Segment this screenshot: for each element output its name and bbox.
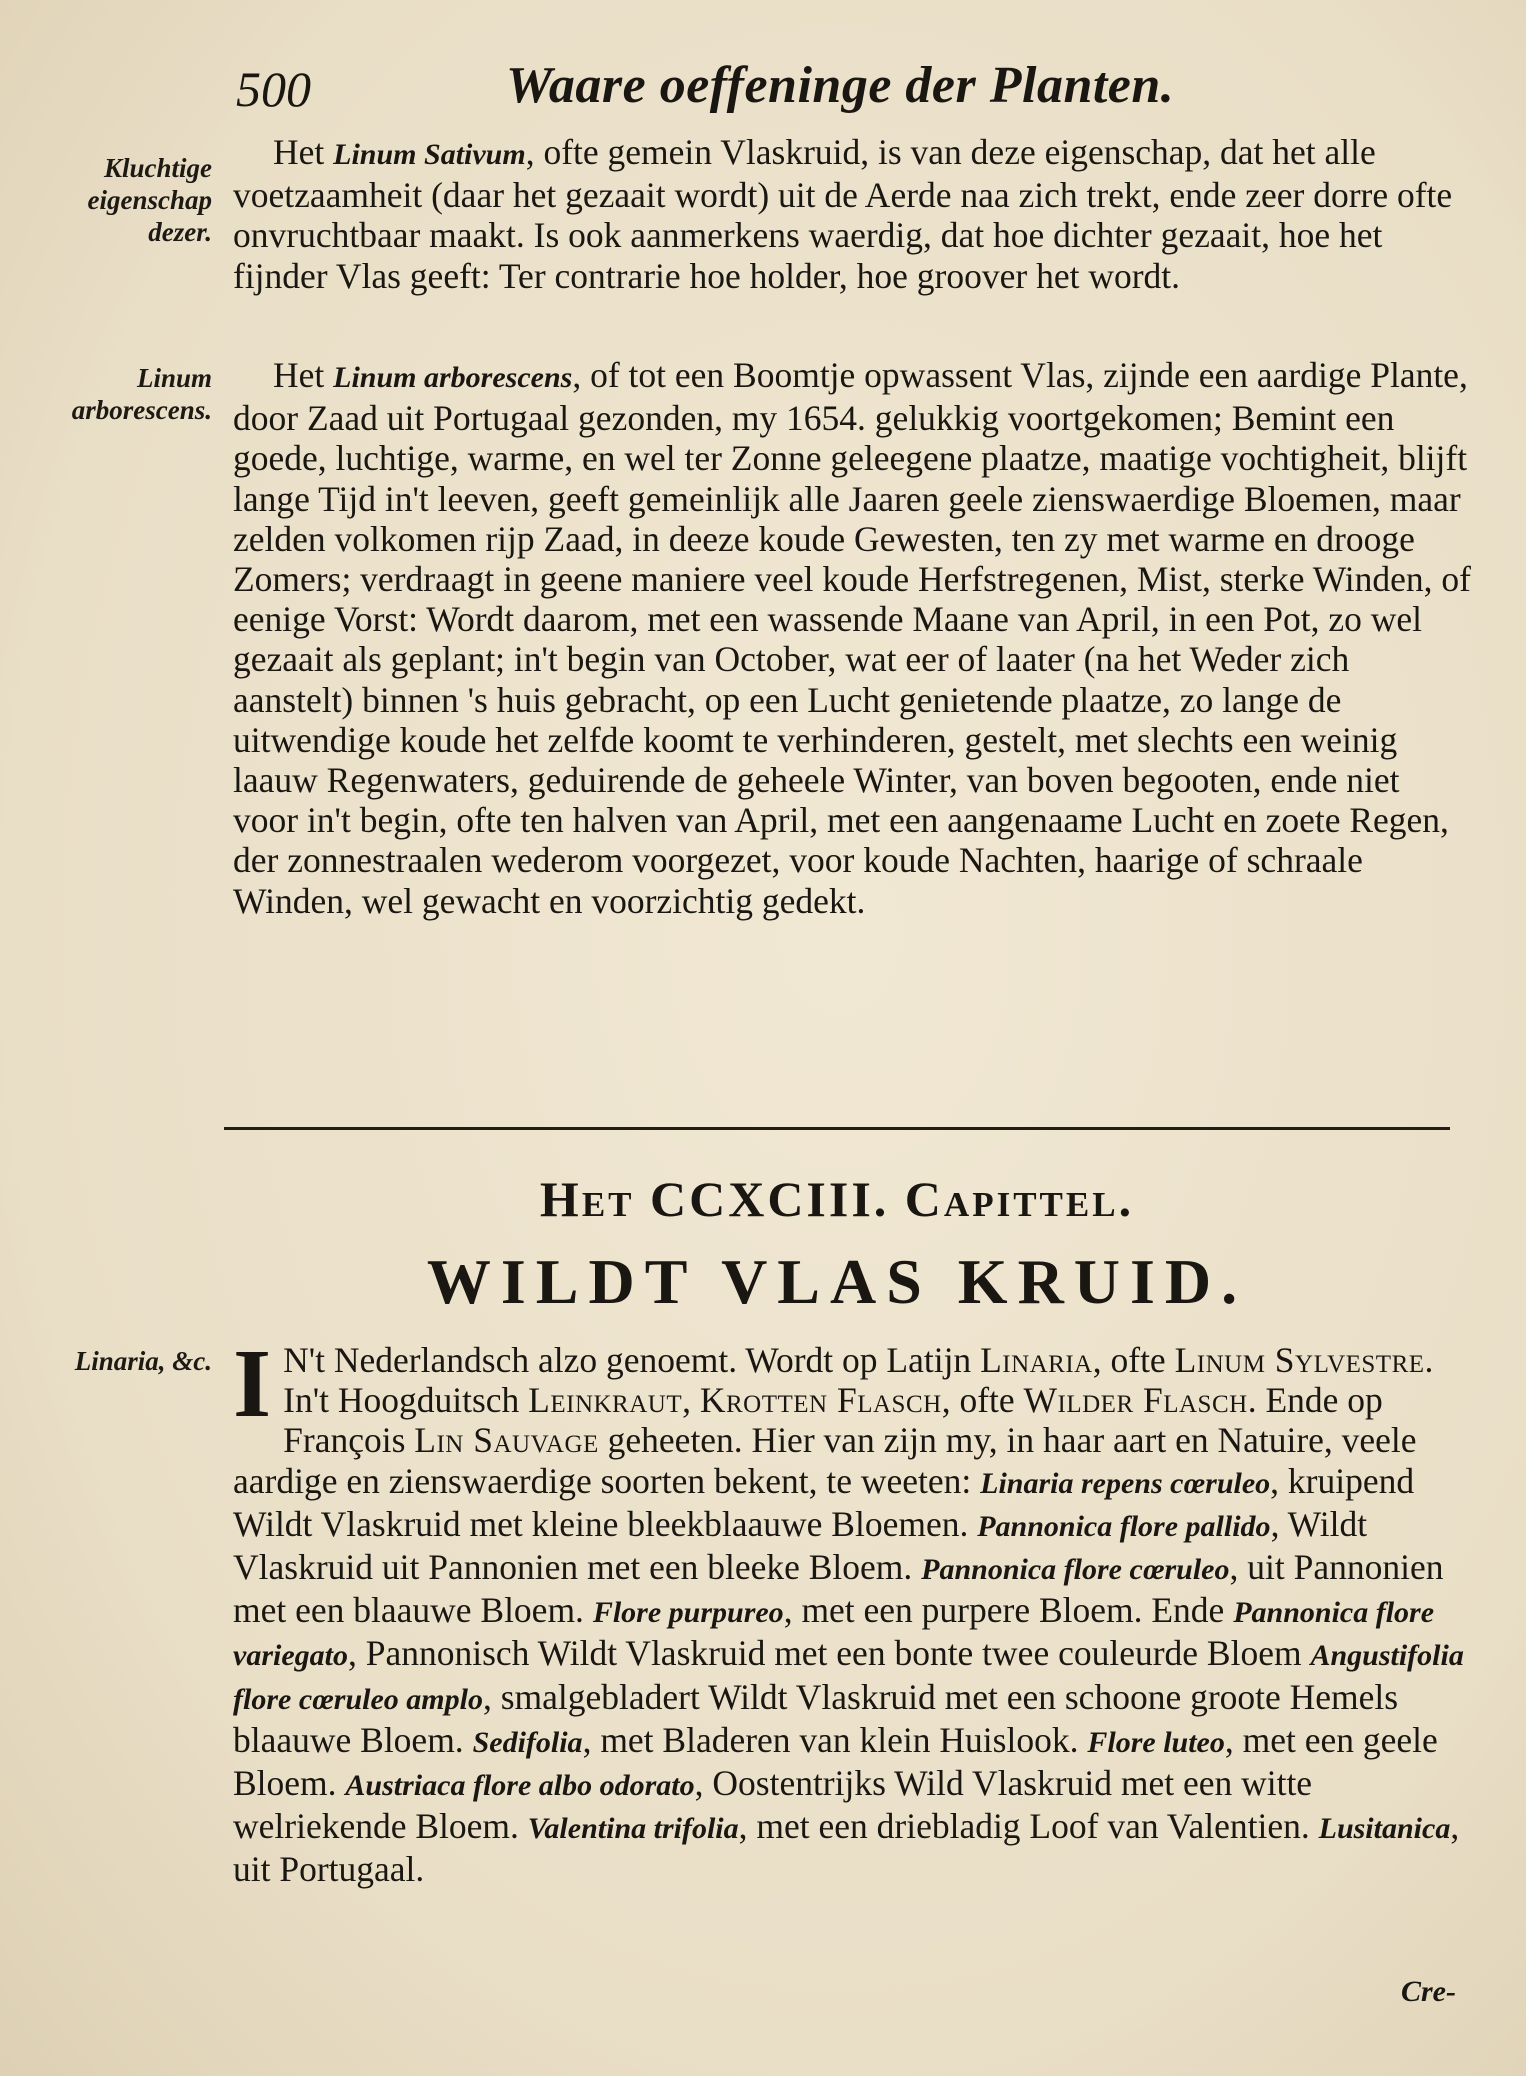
paragraph-linum-sativum [233, 132, 1473, 296]
text: , smalgebladert Wildt Vlaskruid met een schoone groote Hemels blaauwe Bloem. [233, 1676, 1399, 1760]
german-name: Wilder Flasch [1023, 1380, 1248, 1421]
latin-term: Sedifolia [472, 1725, 583, 1759]
text: , met een purpere Bloem. Ende [783, 1590, 1234, 1631]
text: N't Nederlandsch alzo genoemt. Wordt op Latijn [283, 1340, 981, 1380]
latin-term: Flore luteo [1087, 1725, 1225, 1759]
latin-term: Lusitanica [1318, 1812, 1451, 1846]
text: , met een geele Bloem. [233, 1719, 1438, 1804]
margin-note-eigenschap: Kluchtige eigenschap dezer. [87, 153, 212, 247]
text: Het [273, 355, 334, 395]
french-name: Lin Sauvage [414, 1420, 599, 1461]
german-name: Krotten Flasch [699, 1380, 942, 1421]
latin-term: Valentina trifolia [527, 1812, 739, 1846]
latin-name: Linaria [980, 1340, 1093, 1380]
running-title: Waare oeffeninge der Planten. [506, 57, 1175, 114]
text: , ofte gemein Vlaskruid, is van deze eigenschap, dat het alle voetzaamheit (daar het gezaait wordt) uit de Aerde naa zich trekt, ende zeer dorre ofte onvruchtbaar maakt. Is ook aanmerkens waerdig, dat hoe dichter gezaait, hoe het fijnder Vlas geeft: Ter contrarie hoe holder, hoe groover het wordt. [233, 132, 1453, 296]
german-name: Leinkraut [528, 1380, 683, 1421]
text: , met Bladeren van klein Huislook. [582, 1719, 1088, 1760]
text: , ofte [1092, 1340, 1175, 1380]
text: , Pannonisch Wildt Vlaskruid met een bonte twee couleurde Bloem [347, 1633, 1311, 1674]
latin-term: Linaria repens cœruleo [980, 1466, 1271, 1500]
text: , met een driebladig Loof van Valentien. [738, 1806, 1319, 1847]
latin-term: Angustifolia flore cœruleo amplo [233, 1639, 1464, 1716]
margin-note-linaria: Linaria, &c. [74, 1346, 212, 1376]
text: , Oostentrijks Wild Vlaskruid met een witte welriekende Bloem. [233, 1763, 1313, 1847]
chapter-heading: WILDT VLAS KRUID. [426, 1246, 1248, 1317]
latin-term: Linum arborescens [333, 361, 573, 394]
text: Het [273, 132, 334, 172]
text: geheeten. Hier van zijn my, in haar aart en Natuire, veele aardige en zienswaerdige soorten bekent, te weeten: [233, 1420, 1417, 1501]
paragraph-linum-arborescens [233, 355, 1473, 921]
latin-term: Flore purpureo [592, 1596, 784, 1630]
page-number: 500 [236, 61, 311, 117]
text: . Ende op François [283, 1380, 1383, 1461]
paragraph-wildt-vlaskruid [233, 1330, 1473, 1890]
latin-term: Austriaca flore albo odorato [345, 1769, 695, 1803]
page-header [236, 56, 1266, 116]
latin-name: Linum Sylvestre [1174, 1340, 1425, 1380]
chapter-number-title: Het CCXCIII. Capittel. [539, 1171, 1135, 1227]
text: , of tot een Boomtje opwassent Vlas, zijnde een aardige Plante, door Zaad uit Portugaal gezonden, my 1654. gelukkig voortgekomen; Bemint een goede, luchtige, warme, en wel ter Zonne geleegene plaatze, maatige vochtigheit, blijft lange Tijd in't leeven, geeft gemeinlijk alle Jaaren geele zienswaerdige Bloemen, maar zelden volkomen rijp Zaad, in deeze koude Gewesten, ten zy met warme en drooge Zomers; verdraagt in geene maniere veel koude Herfstregenen, Mist, sterke Winden, of eenige Vorst: Wordt daarom, met een wassende Maane van April, in een Pot, zo wel gezaait als geplant; in't begin van October, wat eer of laater (na het Weder zich aanstelt) binnen 's huis gebracht, op een Lucht genietende plaatze, zo lange de uitwendige koude het zelfde koomt te verhinderen, gestelt, met slechts een weinig laauw Regenwaters, geduirende de geheele Winter, van boven begooten, ende niet voor in't begin, ofte ten halven van April, met een aangenaame Lucht en zoete Regen, der zonnestraalen wederom voorgezet, voor koude Nachten, haarige of schraale Winden, wel gewacht en voorzichtig gedekt. [233, 355, 1471, 921]
text: , uit Portugaal. [233, 1806, 1460, 1890]
text: , uit Pannonien met een blaauwe Bloem. [233, 1547, 1444, 1631]
text: , kruipend Wildt Vlaskruid met kleine bleekblaauwe Bloemen. [233, 1460, 1415, 1544]
latin-term: Pannonica flore cœruleo [921, 1553, 1230, 1587]
text: , [682, 1380, 700, 1421]
drop-cap: I [233, 1330, 272, 1438]
latin-term: Linum Sativum [333, 138, 526, 171]
text: . In't Hoogduitsch [283, 1340, 1434, 1421]
text: , ofte [941, 1380, 1024, 1421]
section-divider [224, 1127, 1450, 1130]
margin-note-linum-arborescens: Linum arborescens. [71, 363, 212, 425]
catchword: Cre- [1401, 1975, 1456, 2008]
latin-term: Pannonica flore variegato [233, 1596, 1435, 1673]
latin-term: Pannonica flore pallido [977, 1509, 1271, 1543]
text: , Wildt Vlaskruid uit Pannonien met een bleeke Bloem. [233, 1503, 1368, 1588]
